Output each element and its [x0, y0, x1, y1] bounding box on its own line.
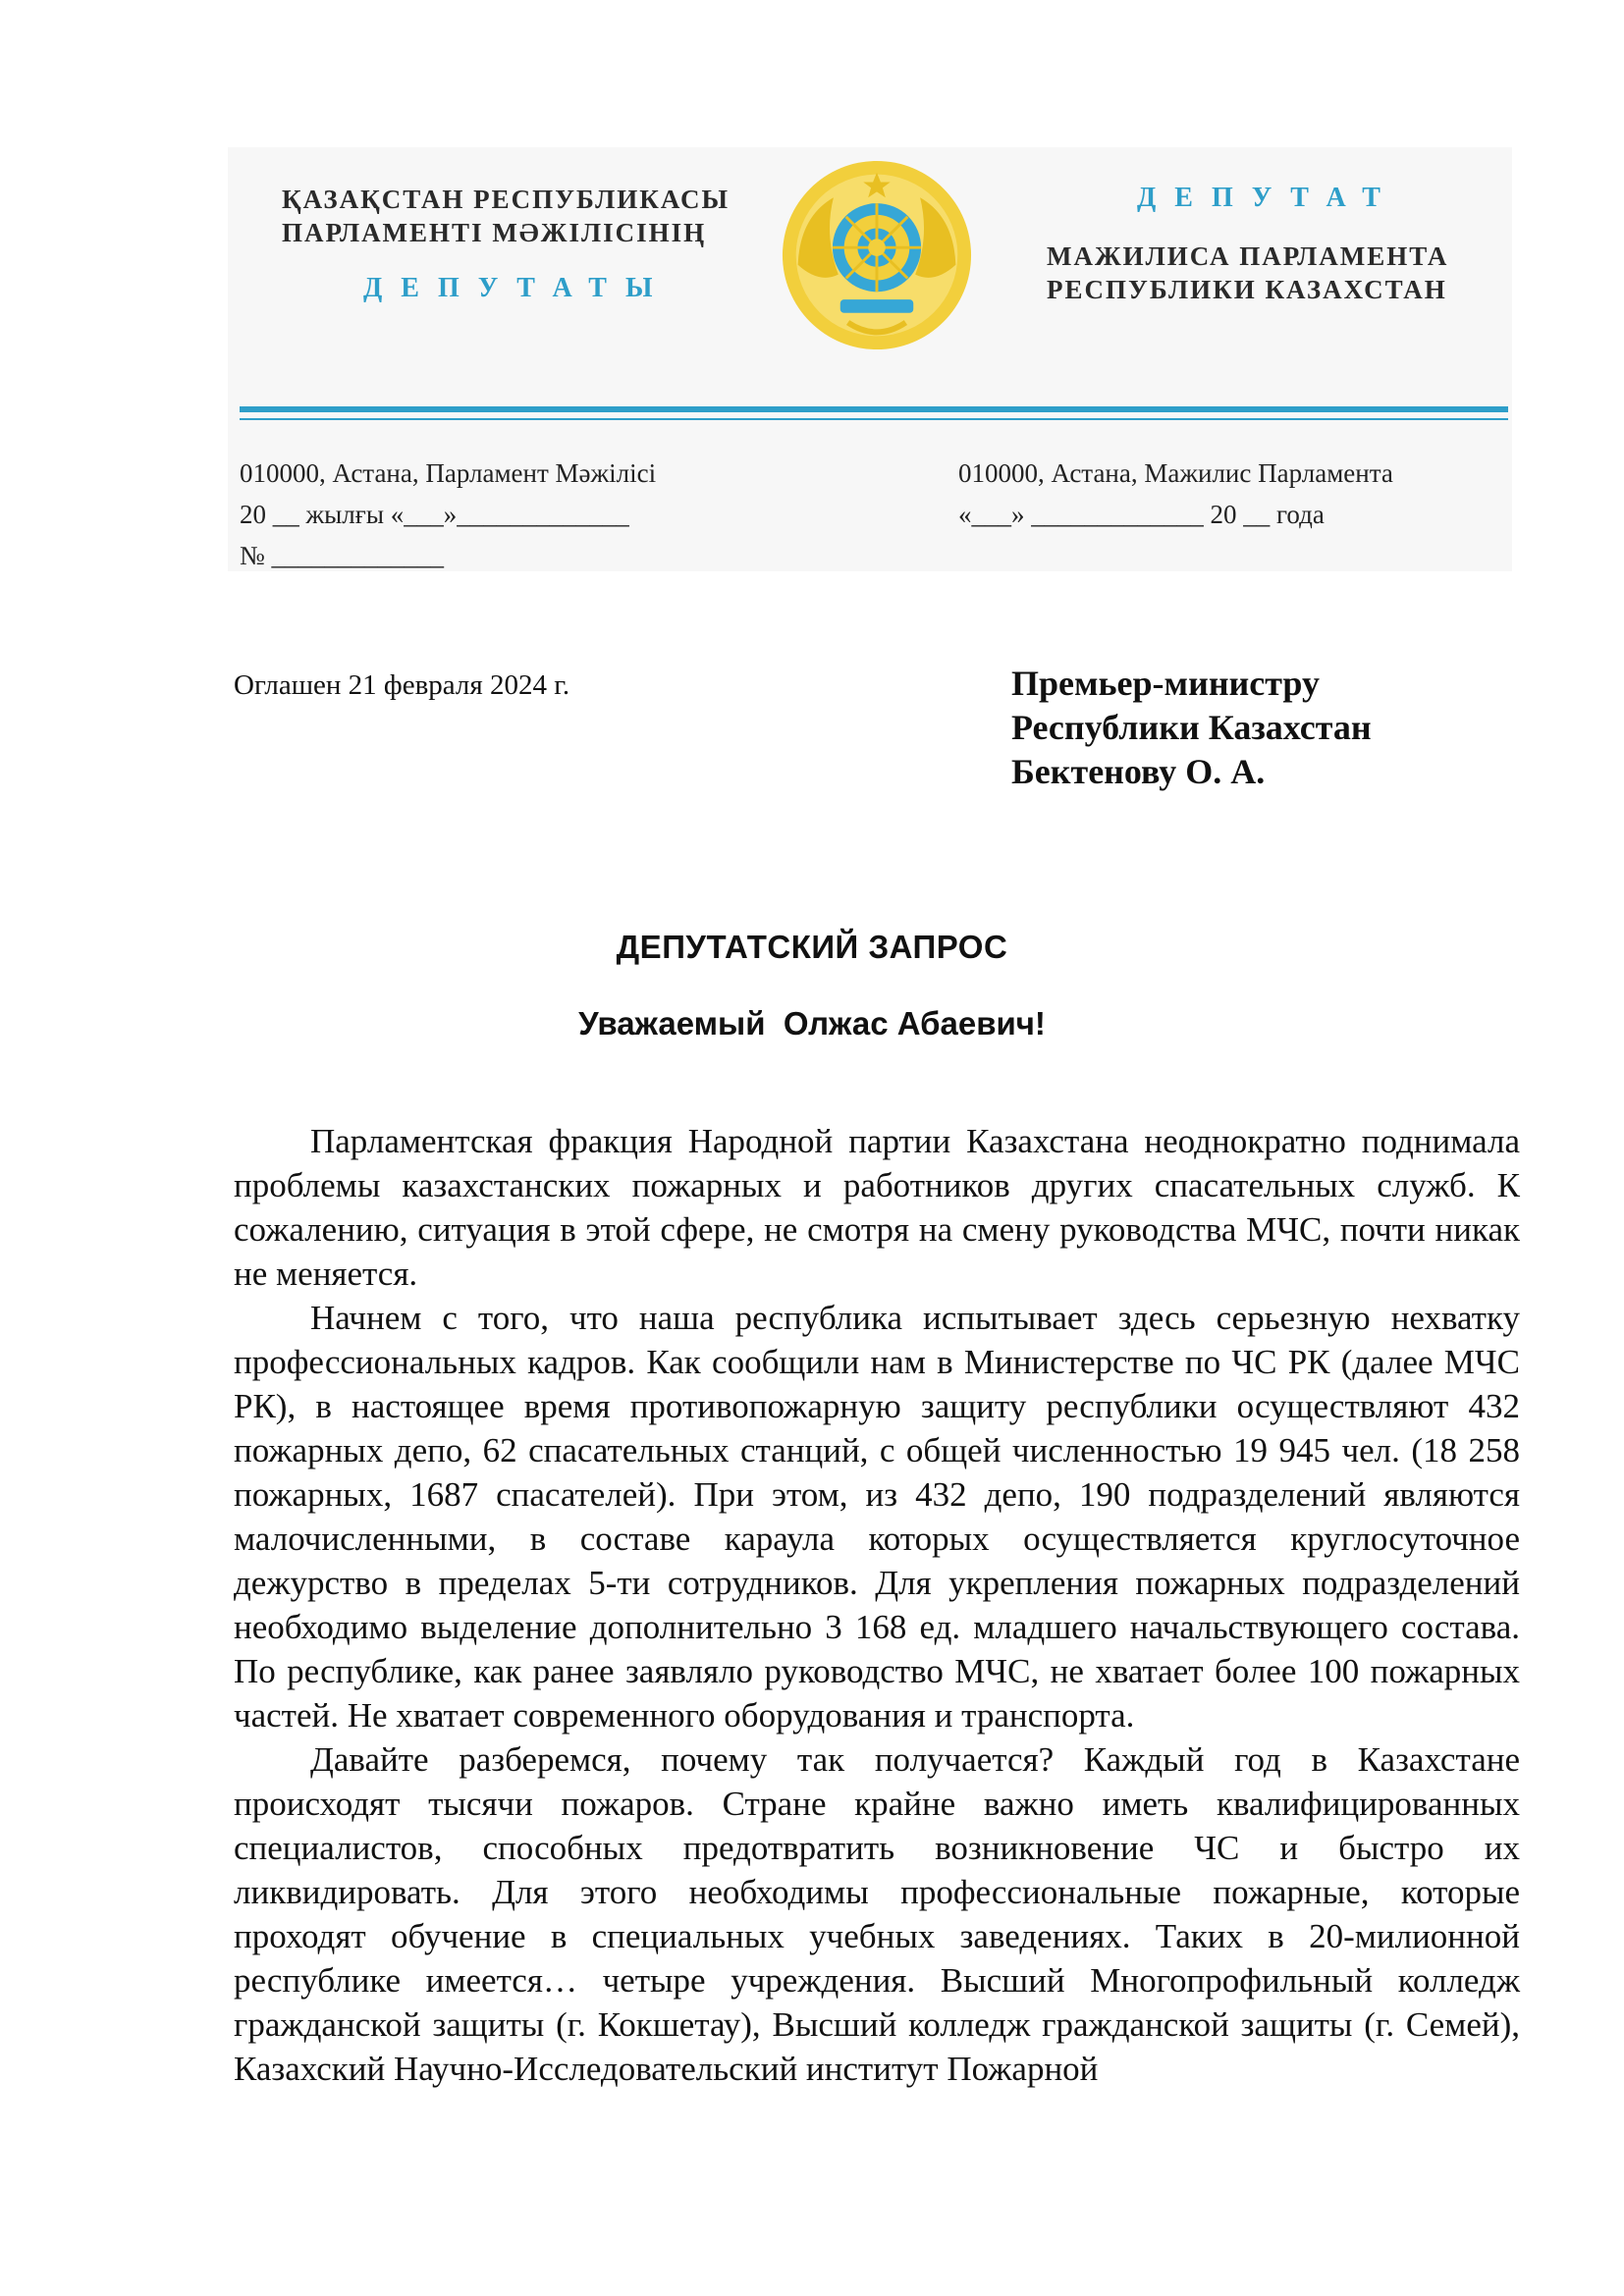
- document-title: ДЕПУТАТСКИЙ ЗАПРОС: [616, 929, 1008, 965]
- announced-date: Оглашен 21 февраля 2024 г.: [234, 669, 570, 701]
- letterhead-divider-thin: [240, 418, 1508, 420]
- letterhead-ru-title: [1047, 240, 1448, 306]
- body-text: [234, 1119, 1520, 2091]
- kz-address: 010000, Астана, Парламент Мәжілісі: [240, 458, 657, 488]
- letterhead-ru-line2: РЕСПУБЛИКИ КАЗАХСТАН: [1047, 275, 1447, 304]
- addressee-block: [1011, 662, 1372, 794]
- letterhead-kz-deputy: ДЕПУТАТЫ: [363, 273, 672, 303]
- letterhead-kz-line2: ПАРЛАМЕНТІ МӘЖІЛІСІНІҢ: [282, 218, 707, 247]
- letterhead-kz-line1: ҚАЗАҚСТАН РЕСПУБЛИКАСЫ: [282, 185, 731, 214]
- addressee-line1: Премьер-министру: [1011, 664, 1320, 703]
- body-paragraph: Парламентская фракция Народной партии Казахстана неоднократно поднимала проблемы казахстанских пожарных и работников других спасательных служб. К сожалению, ситуация в этой сфере, не смотря на смену руководства МЧС, почти никак не меняется.: [234, 1122, 1520, 1293]
- body-paragraph: Давайте разберемся, почему так получается? Каждый год в Казахстане происходят тысячи пожаров. Стране крайне важно иметь квалифицированных специалистов, способных предотвратить возникновение ЧС и быстро их ликвидировать. Для этого необходимы профессиональные пожарные, которые проходят обучение в специальных учебных заведениях. Таких в 20-милионной республике имеется… четыре учреждения. Высший Многопрофильный колледж гражданской защиты (г. Кокшетау), Высший колледж гражданской защиты (г. Семей), Казахский Научно-Исследовательский институт Пожарной: [234, 1740, 1520, 2088]
- letterhead-ru-deputy: ДЕПУТАТ: [1137, 183, 1399, 213]
- ru-address: 010000, Астана, Мажилис Парламента: [958, 458, 1393, 488]
- state-emblem-icon: [781, 159, 973, 351]
- kz-date-line: 20 __ жылғы «___»_____________: [240, 500, 629, 529]
- body-paragraph: Начнем с того, что наша республика испытывает здесь серьезную нехватку профессиональных кадров. Как сообщили нам в Министерстве по ЧС РК (далее МЧС РК), в настоящее время противопожарную защиту республики осуществляют 432 пожарных депо, 62 спасательных станций, с общей численностью 19 945 чел. (18 258 пожарных, 1687 спасателей). При этом, из 432 депо, 190 подразделений являются малочисленными, в составе караула которых осуществляется круглосуточное дежурство в пределах 5-ти сотрудников. Для укрепления пожарных подразделений необходимо выделение дополнительно 3 168 ед. младшего начальствующего состава. По республике, как ранее заявляло руководство МЧС, не хватает более 100 пожарных частей. Не хватает современного оборудования и транспорта.: [234, 1299, 1520, 1735]
- letterhead-divider-thick: [240, 406, 1508, 412]
- addressee-line3: Бектенову О. А.: [1011, 752, 1266, 791]
- addressee-line2: Республики Казахстан: [1011, 708, 1372, 747]
- letterhead-ru-address-block: [958, 453, 1393, 535]
- kz-number-line: № _____________: [240, 541, 445, 570]
- letterhead-kz-title: [282, 183, 730, 249]
- ru-date-line: «___» _____________ 20 __ года: [958, 500, 1325, 529]
- salutation: Уважаемый Олжас Абаевич!: [578, 1005, 1046, 1041]
- letterhead-kz-address-block: [240, 453, 656, 576]
- letterhead-ru-line1: МАЖИЛИСА ПАРЛАМЕНТА: [1047, 241, 1449, 271]
